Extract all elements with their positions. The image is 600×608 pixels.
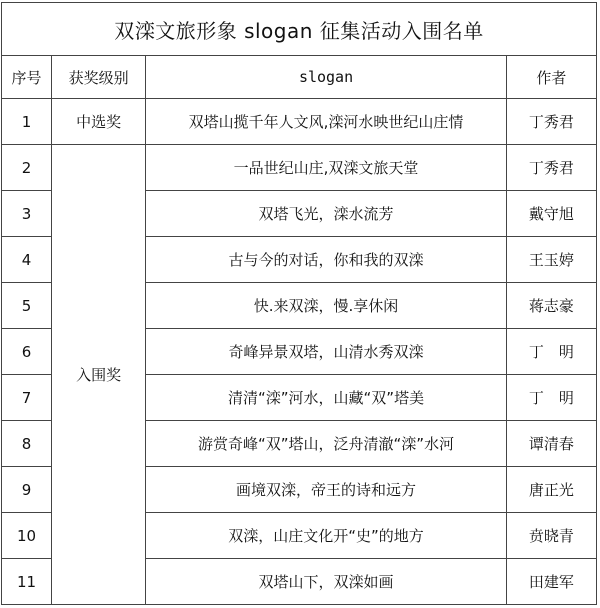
cell-author: 王玉婷 bbox=[506, 237, 596, 283]
cell-no: 3 bbox=[2, 191, 52, 237]
cell-author: 唐正光 bbox=[506, 467, 596, 513]
cell-no: 8 bbox=[2, 421, 52, 467]
cell-no: 10 bbox=[2, 513, 52, 559]
cell-slogan: 古与今的对话，你和我的双滦 bbox=[146, 237, 507, 283]
page-title: 双滦文旅形象 slogan 征集活动入围名单 bbox=[2, 3, 597, 56]
cell-no: 7 bbox=[2, 375, 52, 421]
cell-no: 5 bbox=[2, 283, 52, 329]
header-level: 获奖级别 bbox=[52, 56, 146, 99]
title-row bbox=[2, 3, 597, 56]
cell-author: 田建军 bbox=[506, 559, 596, 605]
cell-slogan: 快.来双滦，慢.享休闲 bbox=[146, 283, 507, 329]
header-row bbox=[2, 56, 597, 99]
cell-slogan: 画境双滦，帝王的诗和远方 bbox=[146, 467, 507, 513]
shortlist-table bbox=[1, 2, 597, 605]
table-row bbox=[2, 145, 597, 191]
cell-author: 戴守旭 bbox=[506, 191, 596, 237]
cell-slogan: 双塔飞光，滦水流芳 bbox=[146, 191, 507, 237]
header-author: 作者 bbox=[506, 56, 596, 99]
cell-slogan: 奇峰异景双塔，山清水秀双滦 bbox=[146, 329, 507, 375]
cell-slogan: 双塔山揽千年人文风,滦河水映世纪山庄情 bbox=[146, 99, 507, 145]
cell-slogan: 双滦，山庄文化开“史”的地方 bbox=[146, 513, 507, 559]
cell-author: 蒋志豪 bbox=[506, 283, 596, 329]
header-no: 序号 bbox=[2, 56, 52, 99]
cell-no: 1 bbox=[2, 99, 52, 145]
cell-no: 6 bbox=[2, 329, 52, 375]
cell-level: 中选奖 bbox=[52, 99, 146, 145]
cell-no: 2 bbox=[2, 145, 52, 191]
cell-no: 11 bbox=[2, 559, 52, 605]
cell-no: 4 bbox=[2, 237, 52, 283]
cell-author: 丁秀君 bbox=[506, 145, 596, 191]
cell-author: 丁 明 bbox=[506, 329, 596, 375]
cell-slogan: 双塔山下，双滦如画 bbox=[146, 559, 507, 605]
cell-level: 入围奖 bbox=[52, 145, 146, 605]
cell-slogan: 游赏奇峰“双”塔山，泛舟清澈“滦”水河 bbox=[146, 421, 507, 467]
cell-author: 谭清春 bbox=[506, 421, 596, 467]
cell-author: 丁秀君 bbox=[506, 99, 596, 145]
table-row bbox=[2, 99, 597, 145]
cell-author: 丁 明 bbox=[506, 375, 596, 421]
document-sheet bbox=[1, 2, 597, 605]
cell-author: 贲晓青 bbox=[506, 513, 596, 559]
header-slogan: slogan bbox=[146, 56, 507, 99]
cell-slogan: 一品世纪山庄,双滦文旅天堂 bbox=[146, 145, 507, 191]
cell-no: 9 bbox=[2, 467, 52, 513]
cell-slogan: 清清“滦”河水，山藏“双”塔美 bbox=[146, 375, 507, 421]
